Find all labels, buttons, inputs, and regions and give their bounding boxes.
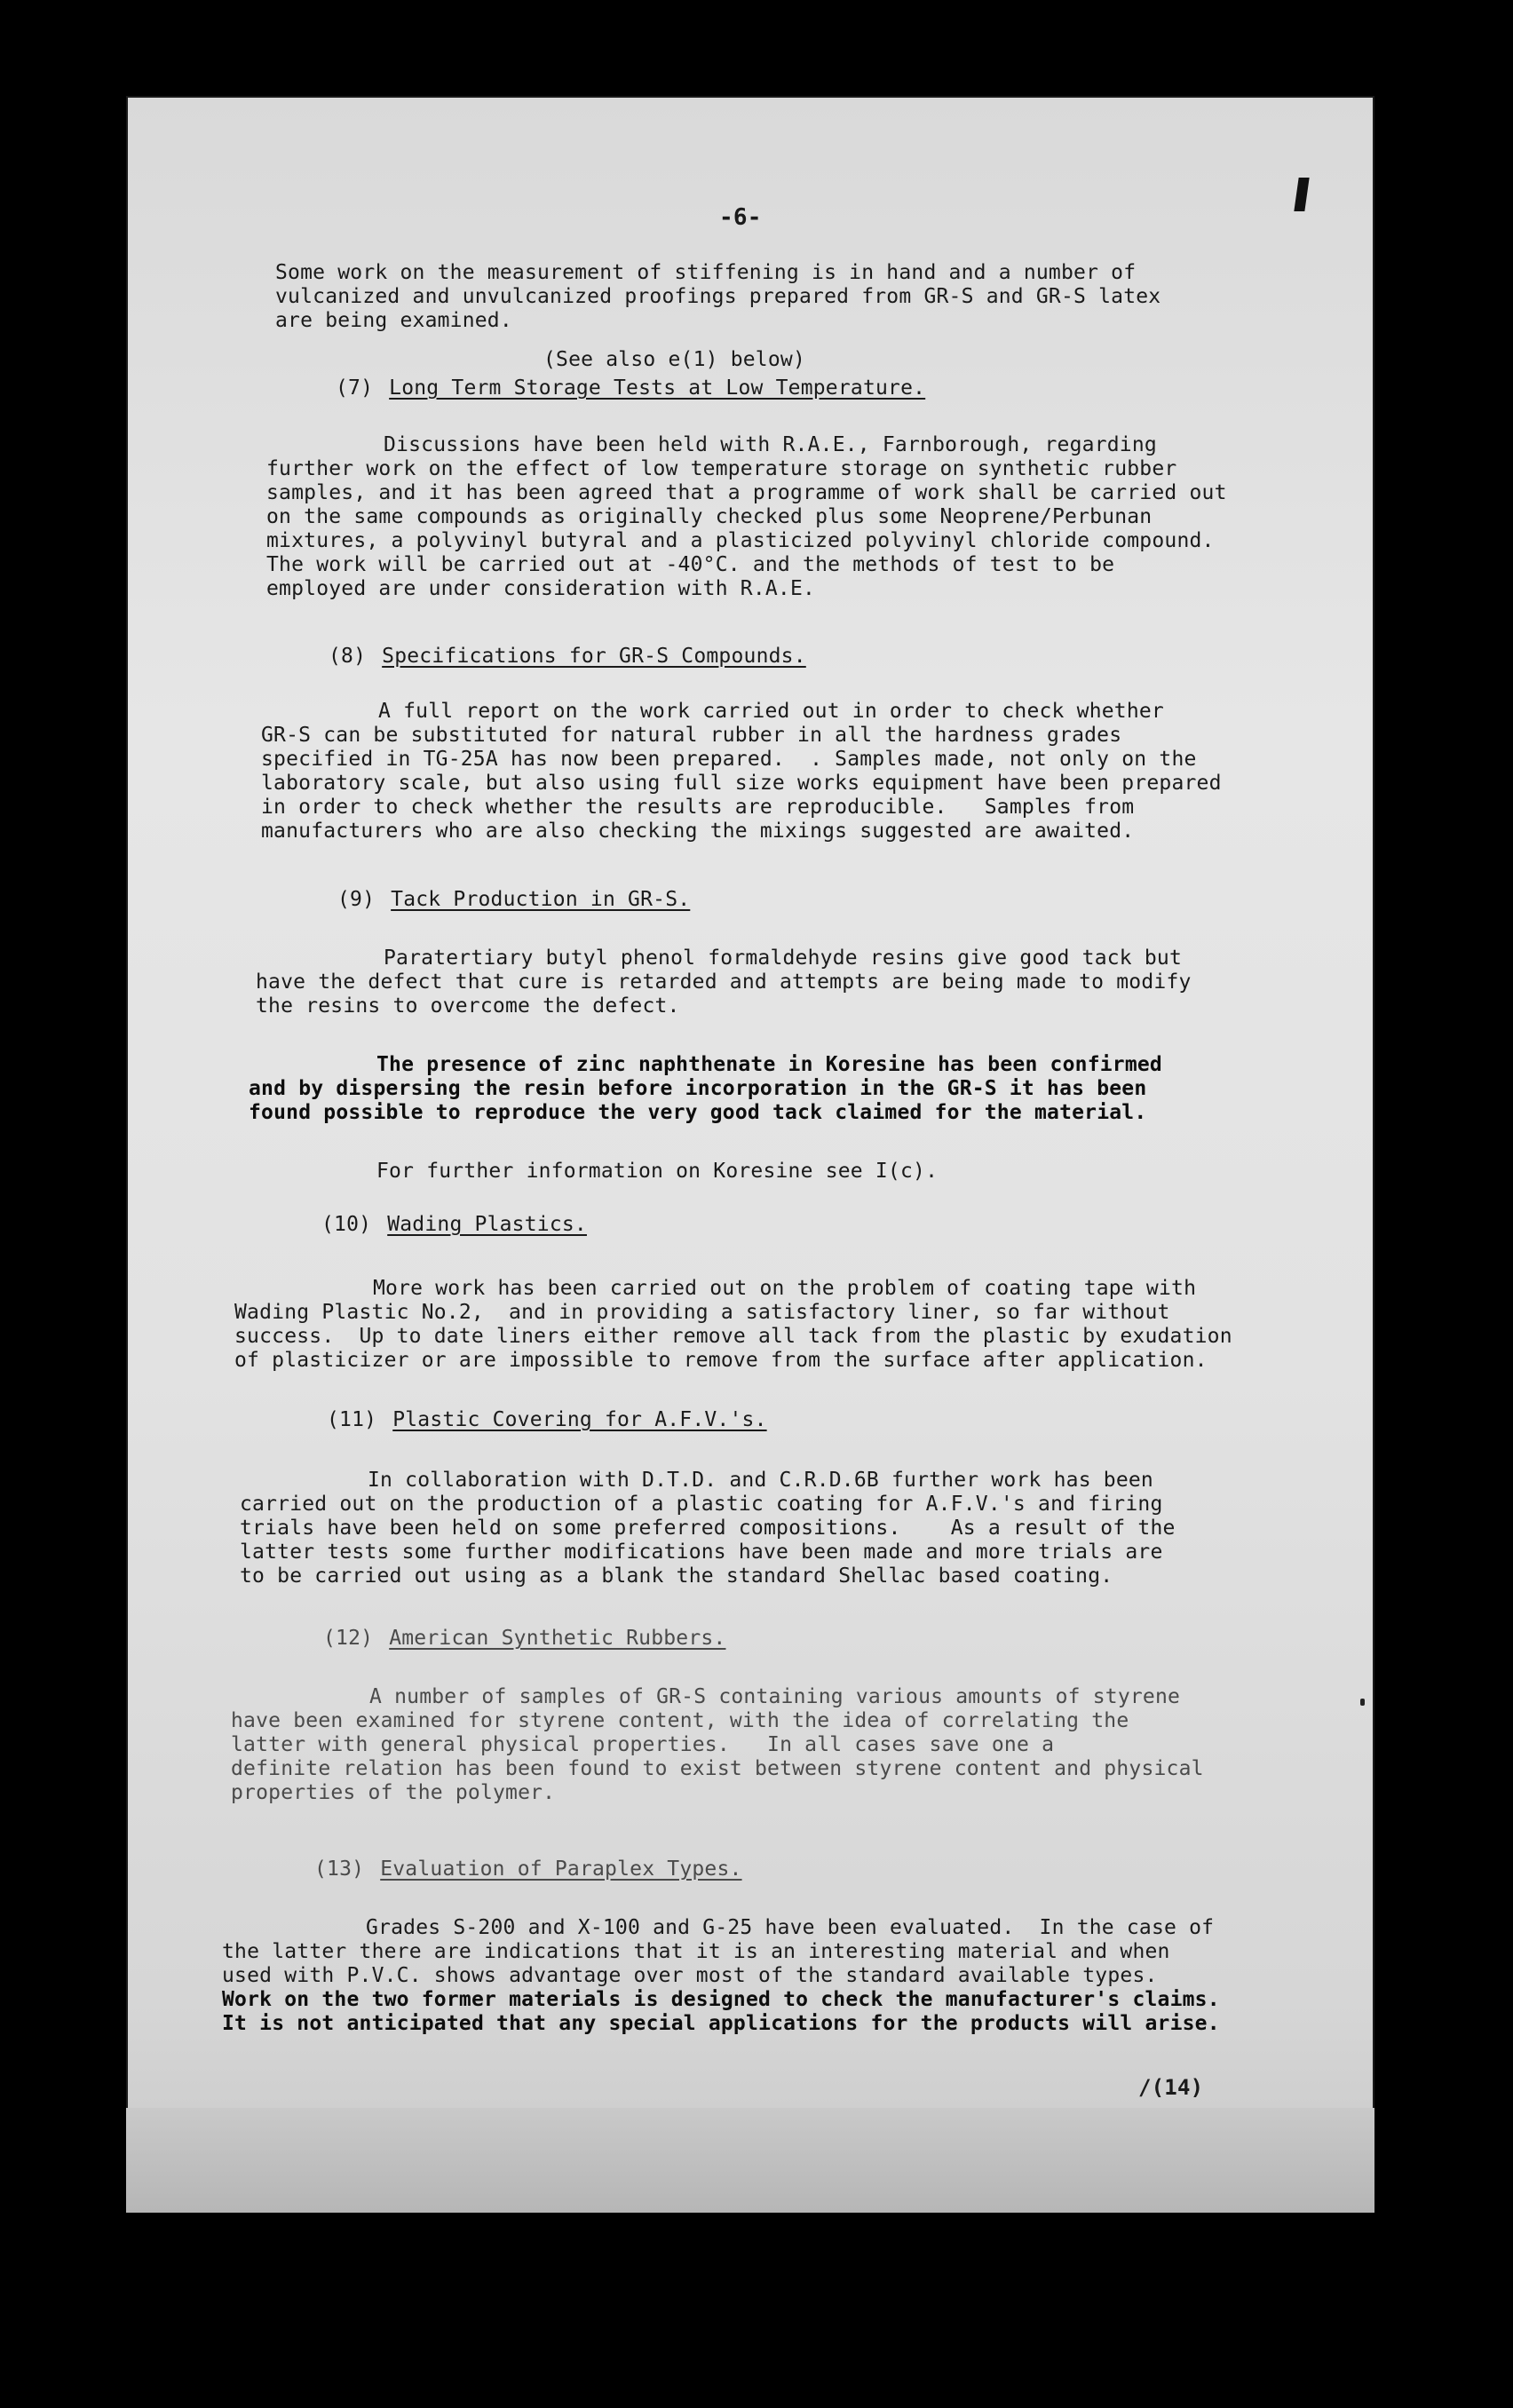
text-line: It is not anticipated that any special applications for the products will arise. [222,2012,1220,2035]
text-line: have been examined for styrene content, with the idea of correlating the [231,1709,1129,1732]
continuation-marker: /(14) [1138,2075,1204,2100]
section-paragraph [266,433,1227,601]
text-line: Work on the two former materials is designed to check the manufacturer's claims. [222,1988,1220,2011]
text-line: samples, and it has been agreed that a programme of work shall be carried out [266,481,1227,504]
section-paragraph [256,947,1192,1018]
text-line: latter with general physical properties. In all cases save one a [231,1733,1055,1756]
text-line: Paratertiary butyl phenol formaldehyde resins give good tack but [384,947,1183,970]
intro-line: are being examined. [275,309,512,332]
text-line: on the same compounds as originally checked plus some Neoprene/Perbunan [266,505,1153,528]
see-also-note: (See also e(1) below) [543,348,805,371]
text-line: The work will be carried out at -40°C. and the methods of test to be [266,553,1115,576]
section-paragraph [240,1469,1176,1588]
text-line: definite relation has been found to exist between styrene content and physical [231,1757,1204,1780]
section-paragraph [249,1053,1162,1125]
margin-mark [1294,178,1309,211]
section-number: (7) [336,376,374,400]
section-number: (9) [337,888,376,911]
section-heading-12 [323,1627,725,1651]
text-line: The presence of zinc naphthenate in Koresine has been confirmed [376,1053,1162,1076]
text-line: the latter there are indications that it is an interesting material and when [222,1940,1170,1963]
section-paragraph [376,1160,938,1184]
scan-speck [1360,1699,1365,1706]
text-line: further work on the effect of low temperature storage on synthetic rubber [266,457,1177,480]
section-number: (10) [321,1213,372,1236]
text-line: GR-S can be substituted for natural rubber in all the hardness grades [261,724,1122,747]
text-line: For further information on Koresine see I(c). [376,1160,939,1183]
section-heading-7 [336,376,925,400]
text-line: In collaboration with D.T.D. and C.R.D.6B further work has been [368,1469,1153,1492]
section-title: American Synthetic Rubbers. [389,1627,726,1650]
text-line: More work has been carried out on the problem of coating tape with [373,1277,1197,1300]
section-heading-9 [337,888,690,912]
text-line: the resins to overcome the defect. [256,994,680,1018]
section-heading-8 [329,645,806,669]
section-number: (12) [323,1627,374,1650]
section-title: Wading Plastics. [387,1213,587,1236]
text-line: carried out on the production of a plastic coating for A.F.V.'s and firing [240,1493,1163,1516]
section-number: (11) [327,1408,377,1431]
text-line: employed are under consideration with R.A.E. [266,577,816,600]
text-line: manufacturers who are also checking the mixings suggested are awaited. [261,820,1135,843]
section-heading-10 [321,1213,587,1237]
intro-paragraph [275,261,1160,333]
intro-line: Some work on the measurement of stiffening is in hand and a number of [275,261,1137,284]
section-paragraph [234,1277,1232,1373]
text-line: Grades S-200 and X-100 and G-25 have been evaluated. In the case of [366,1916,1215,1939]
section-paragraph [222,1916,1220,2036]
text-line: trials have been held on some preferred compositions. As a result of the [240,1517,1176,1540]
section-paragraph [261,700,1222,844]
text-line: A number of samples of GR-S containing various amounts of styrene [369,1685,1181,1708]
section-title: Plastic Covering for A.F.V.'s. [392,1408,767,1431]
section-heading-13 [314,1857,742,1881]
page-text [126,96,1374,2213]
text-line: specified in TG-25A has now been prepared. . Samples made, not only on the [261,748,1197,771]
text-line: used with P.V.C. shows advantage over most of the standard available types. [222,1964,1158,1987]
section-heading-11 [327,1408,767,1432]
section-title: Specifications for GR-S Compounds. [382,645,806,668]
text-line: in order to check whether the results are reproducible. Samples from [261,796,1135,819]
text-line: Wading Plastic No.2, and in providing a satisfactory liner, so far without [234,1301,1170,1324]
section-paragraph [231,1685,1204,1805]
text-line: mixtures, a polyvinyl butyral and a plasticized polyvinyl chloride compound. [266,529,1215,552]
text-line: to be carried out using as a blank the standard Shellac based coating. [240,1564,1113,1588]
page-number: -6- [719,204,762,231]
text-line: found possible to reproduce the very good tack claimed for the material. [249,1101,1147,1124]
text-line: have the defect that cure is retarded and attempts are being made to modify [256,970,1192,994]
section-number: (13) [314,1857,365,1881]
text-line: success. Up to date liners either remove all tack from the plastic by exudation [234,1325,1232,1348]
section-number: (8) [329,645,367,668]
intro-line: vulcanized and unvulcanized proofings prepared from GR-S and GR-S latex [275,285,1161,308]
document-page [126,96,1374,2213]
text-line: A full report on the work carried out in order to check whether [378,700,1164,723]
section-title: Evaluation of Paraplex Types. [380,1857,742,1881]
text-line: and by dispersing the resin before incorporation in the GR-S it has been [249,1077,1147,1100]
section-title: Tack Production in GR-S. [391,888,691,911]
section-title: Long Term Storage Tests at Low Temperature. [389,376,926,400]
text-line: of plasticizer or are impossible to remove from the surface after application. [234,1349,1208,1372]
text-line: latter tests some further modifications have been made and more trials are [240,1541,1163,1564]
text-line: properties of the polymer. [231,1781,556,1804]
text-line: laboratory scale, but also using full size works equipment have been prepared [261,772,1222,795]
text-line: Discussions have been held with R.A.E., Farnborough, regarding [384,433,1157,456]
